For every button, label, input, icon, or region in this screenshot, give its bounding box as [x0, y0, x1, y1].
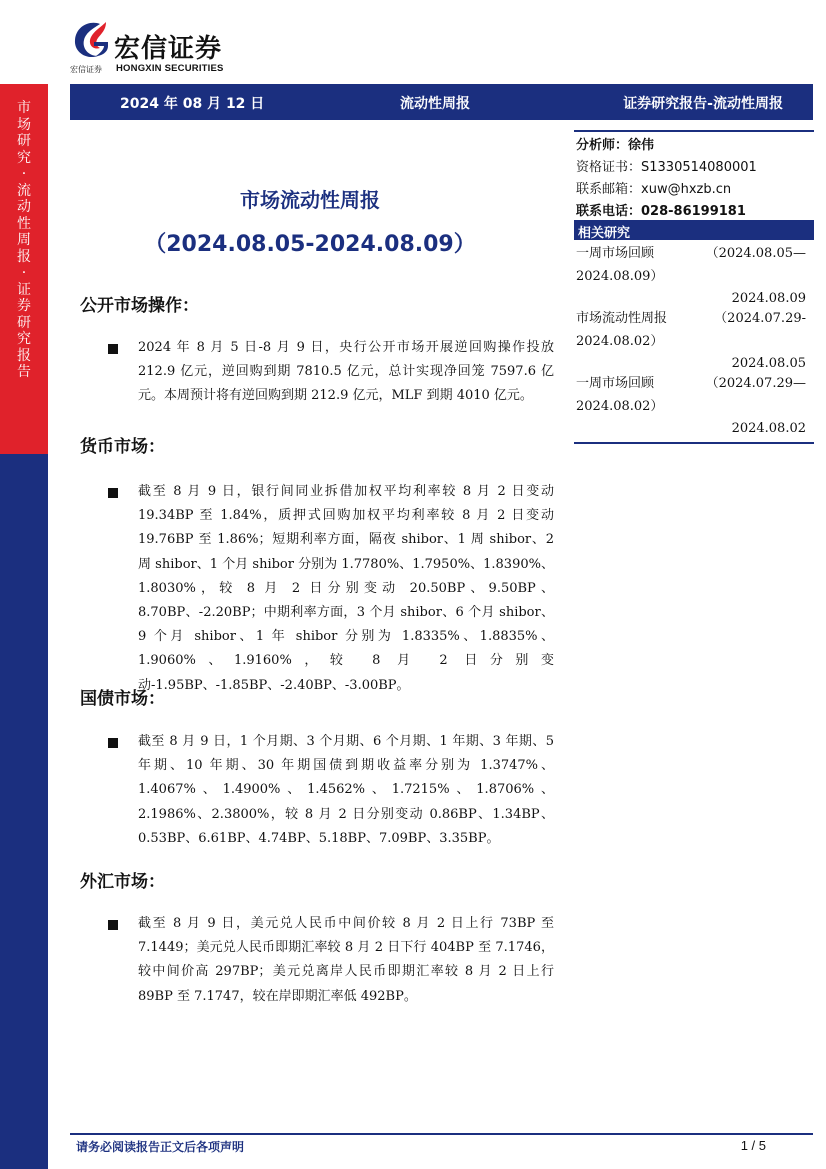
header-bar	[70, 84, 813, 120]
related-item-range-end: 2024.08.02）	[576, 398, 664, 414]
bullet-square-icon	[108, 344, 118, 354]
section-text-fx-market: 截至 8 月 9 日，美元兑人民币中间价较 8 月 2 日上行 73BP 至 7.1449；美元兑人民币即期汇率较 8 月 2 日下行 404BP 至 7.1746，较中间价高 297BP；美元兑离岸人民币即期汇率较 8 月 2 日上行 89BP 至 7.1747，较在岸即期汇率低 492BP。	[138, 916, 554, 1004]
report-category: 流动性周报	[400, 96, 470, 112]
analyst-cert	[576, 156, 757, 175]
section-heading-open-market: 公开市场操作：	[80, 296, 199, 316]
related-item-range-start: （2024.07.29-	[714, 311, 806, 326]
analyst-email-label: 联系邮箱：	[576, 182, 642, 197]
report-date: 2024 年 08 月 12 日	[120, 96, 265, 112]
brand-name-cn: 宏信证券	[114, 34, 223, 64]
related-item-range-start: （2024.07.29—	[705, 376, 806, 391]
footer-divider	[70, 1133, 813, 1135]
related-item[interactable]	[576, 373, 806, 441]
side-banner-text: 市场研究·流动性周报·证券研究报告	[17, 100, 31, 380]
footer-disclaimer: 请务必阅读报告正文后各项声明	[76, 1140, 245, 1154]
report-type: 证券研究报告-流动性周报	[623, 96, 783, 112]
section-text-bond-market: 截至 8 月 9 日，1 个月期、3 个月期、6 个月期、1 年期、3 年期、5 年期、10 年期、30 年期国债到期收益率分别为 1.3747%、1.4067%、1.4900%、1.4562%、1.7215%、1.8706%、2.1986%、2.3800%，较 8 月 2 日分别变动 0.86BP、1.34BP、0.53BP、6.61BP、4.74BP、5.18BP、7.09BP、3.35BP。	[138, 734, 554, 846]
analyst-top-divider	[574, 130, 814, 132]
section-heading-bond-market: 国债市场：	[80, 689, 165, 709]
related-item-title: 一周市场回顾	[576, 246, 655, 261]
side-banner-lower	[0, 454, 48, 1169]
related-item-range-start: （2024.08.05—	[705, 246, 806, 261]
page-number: 1 / 5	[740, 1138, 766, 1153]
bullet-square-icon	[108, 738, 118, 748]
brand-name-en: HONGXIN SECURITIES	[116, 63, 224, 74]
related-item-title: 市场流动性周报	[576, 311, 668, 326]
related-item-range-end: 2024.08.09）	[576, 268, 664, 284]
analyst-email-value[interactable]: xuw@hxzb.cn	[641, 182, 732, 197]
bullet-square-icon	[108, 488, 118, 498]
related-item-date: 2024.08.09	[731, 291, 806, 306]
related-item[interactable]	[576, 308, 806, 376]
related-item[interactable]	[576, 243, 806, 311]
section-text-money-market: 截至 8 月 9 日，银行间同业拆借加权平均利率较 8 月 2 日变动 19.34BP 至 1.84%，质押式回购加权平均利率较 8 月 2 日变动 19.76BP 至 1.86%；短期利率方面，隔夜 shibor、1 周 shibor、2 周 shibor、1 个月 shibor 分别为 1.7780%、1.7950%、1.8390%、1.8030%，较 8 月 2 日分别变动 20.50BP、9.50BP、8.70BP、-2.20BP；中期利率方面，3 个月 shibor、6 个月 shibor、9 个月 shibor、1 年 shibor 分别为 1.8335%、1.8835%、1.9060%、1.9160%，较 8 月 2 日分别变动-1.95BP、-1.85BP、-2.40BP、-3.00BP。	[138, 484, 554, 693]
section-heading-fx-market: 外汇市场：	[80, 872, 165, 892]
brand-logo-icon	[70, 18, 112, 62]
brand-logo	[70, 18, 240, 76]
brand-sub-cn: 宏信证券	[70, 65, 102, 74]
analyst-phone: 联系电话：028-86199181	[576, 204, 746, 219]
related-item-range-end: 2024.08.02）	[576, 333, 664, 349]
related-item-date: 2024.08.05	[731, 356, 806, 371]
section-text-open-market: 2024 年 8 月 5 日-8 月 9 日，央行公开市场开展逆回购操作投放 212.9 亿元，逆回购到期 7810.5 亿元，总计实现净回笼 7597.6 亿元。本周预计将有逆回购到期 212.9 亿元，MLF 到期 4010 亿元。	[138, 340, 554, 404]
bullet-square-icon	[108, 920, 118, 930]
page-title-range: （2024.08.05-2024.08.09）	[144, 232, 476, 257]
side-banner	[0, 84, 48, 454]
analyst-name: 分析师：徐伟	[576, 138, 655, 153]
related-research-header	[574, 220, 814, 240]
related-bottom-divider	[574, 442, 814, 444]
analyst-cert-label: 资格证书：	[576, 160, 642, 175]
related-item-date: 2024.08.02	[731, 421, 806, 436]
analyst-cert-value: S1330514080001	[641, 160, 757, 175]
related-research-heading: 相关研究	[578, 226, 631, 241]
section-heading-money-market: 货币市场：	[80, 437, 165, 457]
analyst-email	[576, 178, 731, 197]
related-item-title: 一周市场回顾	[576, 376, 655, 391]
page-title: 市场流动性周报	[240, 188, 380, 212]
